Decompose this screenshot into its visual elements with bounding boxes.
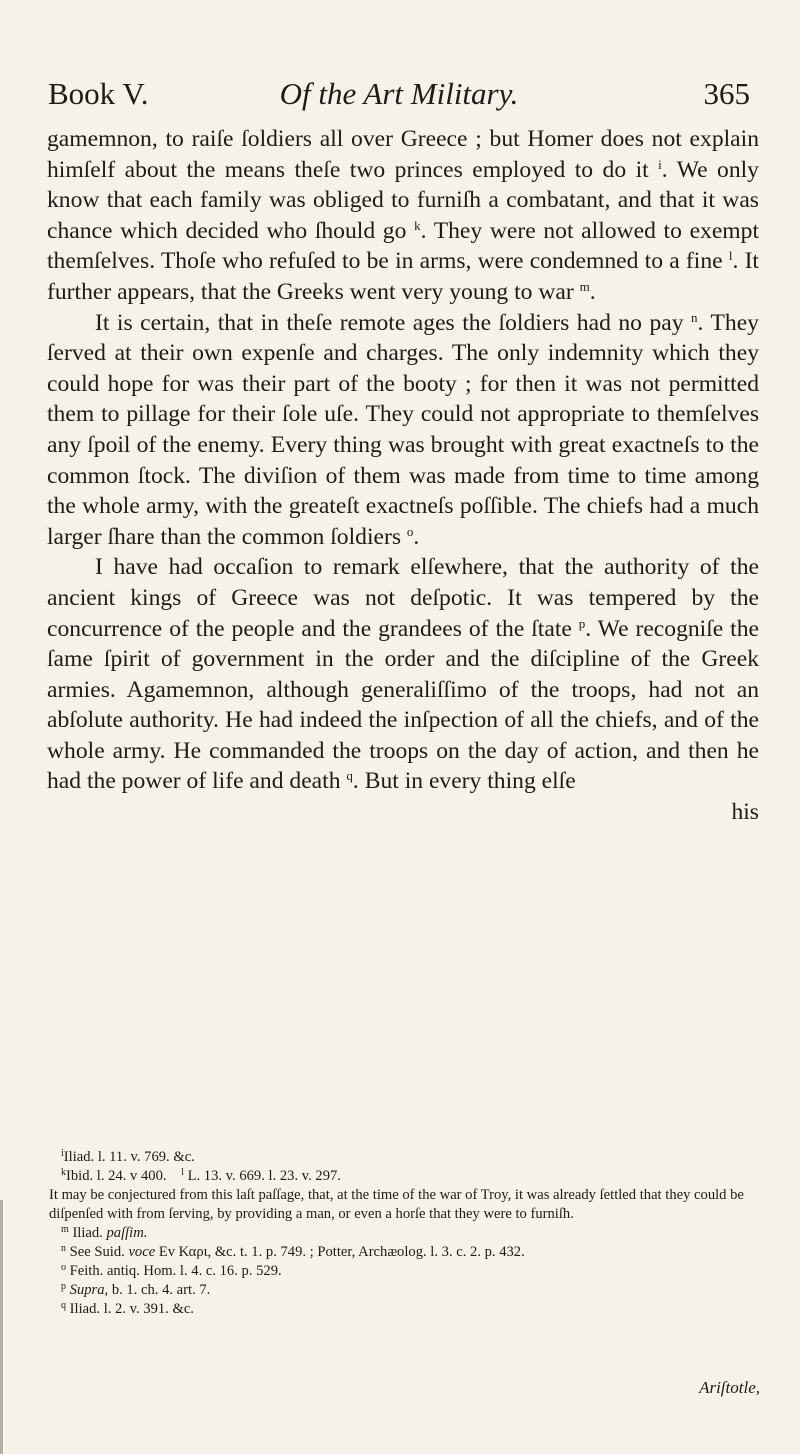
footnote-sig: p bbox=[61, 1281, 66, 1292]
footnote-sig: m bbox=[61, 1224, 69, 1235]
footnote-text: , b. 1. ch. 4. art. 7. bbox=[104, 1282, 211, 1298]
text-run: I have had occaſion to remark elſewhere, that the authority of the ancient kings of Greece was not deſpotic. It was tempered by the concurrence of the people and the grandees of the ſtate bbox=[47, 554, 759, 642]
footnote-k-l bbox=[49, 1167, 761, 1186]
text-run: gamemnon, to raiſe ſoldiers all over Greece ; but Homer does not explain himſelf about the means theſe two princes employed to do it bbox=[47, 126, 759, 183]
text-run: . They were not allowed to exempt themſelves. Thoſe who refuſed to be in arms, were condemned to a fine bbox=[47, 217, 760, 275]
footnote-ref-p[interactable]: p bbox=[578, 615, 586, 631]
footnote-italic: Supra bbox=[69, 1282, 105, 1298]
text-run: . bbox=[413, 523, 420, 550]
footnote-text: Ibid. l. 24. v 400. bbox=[66, 1168, 167, 1184]
book-label: Book V. bbox=[48, 76, 149, 111]
footnote-m bbox=[49, 1224, 761, 1243]
footnote-italic: paſſim. bbox=[106, 1225, 148, 1241]
footnote-ref-o[interactable]: o bbox=[406, 523, 414, 539]
footnote-text: Iliad. l. 2. v. 391. &c. bbox=[69, 1301, 194, 1317]
text-run: . It further appears, that the Greeks went very young to war bbox=[47, 248, 759, 305]
footnote-text: Iliad. bbox=[72, 1225, 107, 1241]
footnote-sig: o bbox=[61, 1262, 66, 1273]
text-run: It is certain, that in theſe remote ages the ſoldiers had no pay bbox=[95, 309, 692, 336]
footnote-italic: voce bbox=[128, 1244, 156, 1260]
page-gutter-shadow bbox=[0, 1200, 3, 1454]
footnote-i bbox=[49, 1148, 761, 1167]
footnotes bbox=[49, 1148, 761, 1319]
running-header bbox=[48, 76, 750, 116]
paragraph-2 bbox=[47, 308, 759, 553]
page-number: 365 bbox=[703, 76, 750, 111]
paragraph-3 bbox=[47, 552, 759, 797]
footnote-n bbox=[49, 1243, 761, 1262]
footnote-p bbox=[49, 1281, 761, 1300]
footnote-text: See Suid. bbox=[69, 1244, 129, 1260]
running-title: Of the Art Military. bbox=[279, 76, 519, 111]
footnote-sig: k bbox=[61, 1167, 66, 1178]
footnote-ref-k[interactable]: k bbox=[414, 217, 421, 233]
bottom-catchword: Ariſtotle, bbox=[699, 1378, 760, 1397]
text-run: . We recogniſe the ſame ſpirit of government in the order and the diſcipline of the Greek armies. Agamemnon, although generaliſſimo of the troops, had not an abſolute authority. He had indeed the inſpection of all the chiefs, and of the whole army. He commanded the troops on the day of action, and then he had the power of life and death bbox=[47, 615, 759, 795]
footnote-ref-m[interactable]: m bbox=[579, 278, 590, 294]
text-run: . We only know that each family was obliged to furniſh a combatant, and that it was chance which decided who ſhould go bbox=[47, 156, 759, 244]
footnote-text: L. 13. v. 669. l. 23. v. 297. bbox=[187, 1168, 341, 1184]
footnote-sig: i bbox=[61, 1148, 64, 1159]
footnote-text: Feith. antiq. Hom. l. 4. c. 16. p. 529. bbox=[69, 1263, 282, 1279]
footnote-ref-i[interactable]: i bbox=[658, 156, 662, 172]
footnote-sig: q bbox=[61, 1300, 66, 1311]
footnote-text: Ev Καρι, &c. t. 1. p. 749. ; Potter, Archæolog. l. 3. c. 2. p. 432. bbox=[155, 1244, 525, 1260]
footnote-q bbox=[49, 1300, 761, 1319]
footnote-ref-n[interactable]: n bbox=[691, 309, 698, 325]
footnote-sig: n bbox=[61, 1243, 66, 1254]
text-run: . They ſerved at their own expenſe and charges. The only indemnity which they could hope for was their part of the booty ; for then it was not permitted them to pillage for their ſole uſe. They could not appropriate to themſelves any ſpoil of the enemy. Every thing was brought with great exactneſs to the common ſtock. The diviſion of them was made from time to time among the whole army, with the greateſt exactneſs poſſible. The chiefs had a much larger ſhare than the common ſoldiers bbox=[47, 309, 759, 550]
text-run: . bbox=[589, 278, 596, 305]
footnote-sig: l bbox=[181, 1167, 184, 1178]
footnote-ref-q[interactable]: q bbox=[346, 768, 353, 784]
footnote-text: Iliad. l. 11. v. 769. &c. bbox=[63, 1149, 195, 1165]
footnote-l-note: It may be conjectured from this laſt paſſage, that, at the time of the war of Troy, it was already ſettled that they could be diſpenſed with from ſerving, by providing a man, or even a horſe that they were to furniſh. bbox=[49, 1187, 744, 1222]
paragraph-1 bbox=[47, 124, 759, 308]
footnote-ref-l[interactable]: l bbox=[728, 248, 733, 264]
main-text bbox=[47, 124, 759, 828]
text-run: . But in every thing elſe bbox=[352, 768, 576, 795]
footnote-o bbox=[49, 1262, 761, 1281]
catchword: his bbox=[731, 799, 759, 826]
